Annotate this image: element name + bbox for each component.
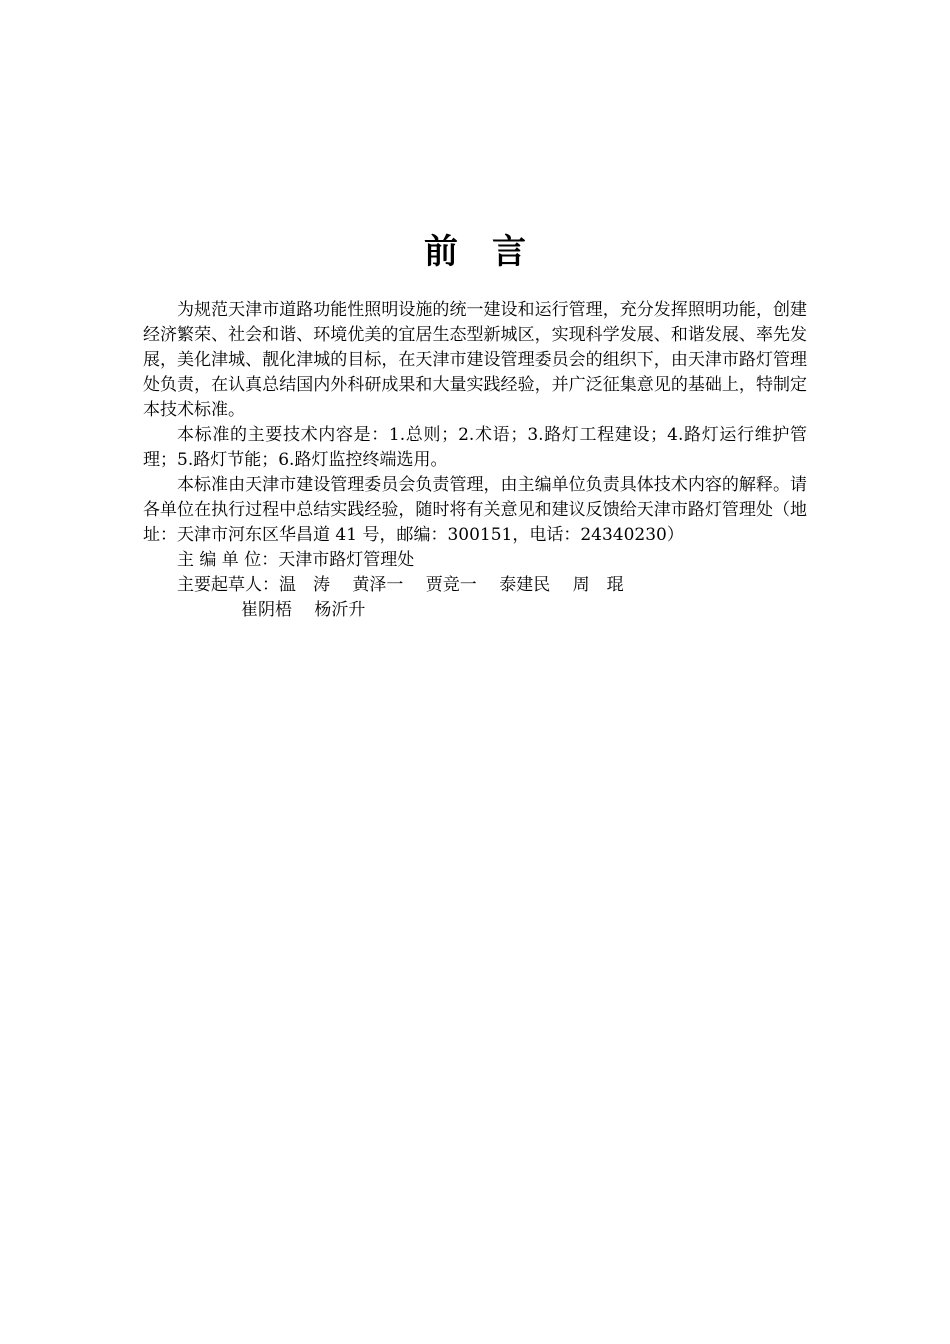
- paragraph-contents: 本标准的主要技术内容是：1.总则；2.术语；3.路灯工程建设；4.路灯运行维护管理；5.路灯节能；6.路灯监控终端选用。: [143, 425, 807, 470]
- paragraph-purpose: 为规范天津市道路功能性照明设施的统一建设和运行管理，充分发挥照明功能，创建经济繁荣、社会和谐、环境优美的宜居生态型新城区，实现科学发展、和谐发展、率先发展，美化津城、靓化津城的目标，在天津市建设管理委员会的组织下，由天津市路灯管理处负责，在认真总结国内外科研成果和大量实践经验，并广泛征集意见的基础上，特制定本技术标准。: [143, 300, 807, 420]
- chief-editor-value: 天津市路灯管理处: [278, 550, 415, 570]
- page-title: [0, 228, 950, 276]
- title-char-1: 前: [424, 232, 458, 272]
- document-body: [143, 298, 807, 623]
- chief-editor-line: [143, 548, 807, 573]
- title-char-2: 言: [492, 232, 526, 272]
- drafters-label: 主要起草人：: [177, 575, 279, 595]
- drafters-line-2: [143, 598, 807, 623]
- drafters-line: [143, 573, 807, 598]
- drafters-names-2: 崔阴梧 杨沂升: [241, 600, 366, 620]
- chief-editor-label: 主 编 单 位：: [177, 550, 279, 570]
- drafters-names-1: 温 涛 黄泽一 贾竞一 泰建民 周 琨: [279, 575, 624, 595]
- paragraph-management: 本标准由天津市建设管理委员会负责管理，由主编单位负责具体技术内容的解释。请各单位在执行过程中总结实践经验，随时将有关意见和建议反馈给天津市路灯管理处（地址：天津市河东区华昌道 41 号，邮编：300151，电话：24340230）: [143, 475, 807, 545]
